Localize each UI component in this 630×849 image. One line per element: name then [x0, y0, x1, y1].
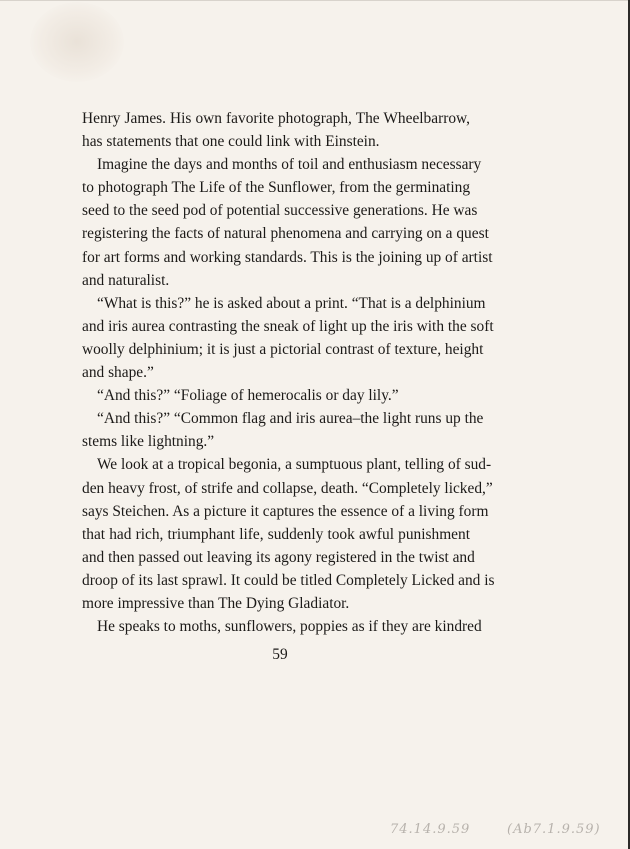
- paragraph: [82, 384, 470, 407]
- paragraph: [82, 453, 495, 615]
- text-line: for art forms and working standards. This is the joining up of artist: [82, 248, 493, 266]
- paragraph: [82, 407, 484, 453]
- text-line: droop of its last sprawl. It could be titled Completely Licked and is: [82, 571, 495, 589]
- pencil-catalog-note: (Ab7.1.9.59): [507, 822, 601, 837]
- text-line: stems like lightning.”: [82, 433, 215, 451]
- paragraph: [82, 292, 494, 384]
- text-line: that had rich, triumphant life, suddenly took awful punishment: [82, 525, 470, 543]
- text-line: more impressive than The Dying Gladiator.: [82, 594, 350, 612]
- page-top-edge: [0, 0, 630, 1]
- body-text: [82, 107, 495, 638]
- text-line: seed to the seed pod of potential successive generations. He was: [82, 202, 478, 220]
- text-line: den heavy frost, of strife and collapse, death. “Completely licked,”: [82, 479, 493, 497]
- paragraph: [82, 153, 493, 292]
- text-line: has statements that one could link with Einstein.: [82, 133, 380, 151]
- text-line: Henry James. His own favorite photograph, The Wheelbarrow,: [82, 110, 470, 127]
- text-line: and iris aurea contrasting the sneak of light up the iris with the soft: [82, 317, 494, 335]
- text-line: and shape.”: [82, 364, 154, 382]
- text-line: woolly delphinium; it is just a pictorial contrast of texture, height: [82, 340, 484, 358]
- text-line: “And this?” “Common flag and iris aurea–the light runs up the: [97, 410, 484, 428]
- text-line: We look at a tropical begonia, a sumptuous plant, telling of sud-: [97, 456, 492, 474]
- text-line: says Steichen. As a picture it captures the essence of a living form: [82, 502, 489, 520]
- text-line: He speaks to moths, sunflowers, poppies as if they are kindred: [97, 618, 482, 636]
- paragraph: [82, 615, 482, 638]
- text-line: Imagine the days and months of toil and enthusiasm necessary: [97, 156, 482, 174]
- text-line: registering the facts of natural phenomena and carrying on a quest: [82, 225, 489, 243]
- text-line: and then passed out leaving its agony registered in the twist and: [82, 548, 475, 566]
- paper-stain: [30, 2, 124, 82]
- page-number: 59: [272, 646, 288, 663]
- text-line: to photograph The Life of the Sunflower, from the germinating: [82, 179, 471, 197]
- pencil-accession-note: 74.14.9.59: [390, 822, 471, 837]
- text-line: “And this?” “Foliage of hemerocalis or day lily.”: [97, 387, 399, 405]
- paragraph: [82, 107, 470, 153]
- text-line: “What is this?” he is asked about a print. “That is a delphinium: [97, 294, 486, 312]
- text-line: and naturalist.: [82, 271, 170, 289]
